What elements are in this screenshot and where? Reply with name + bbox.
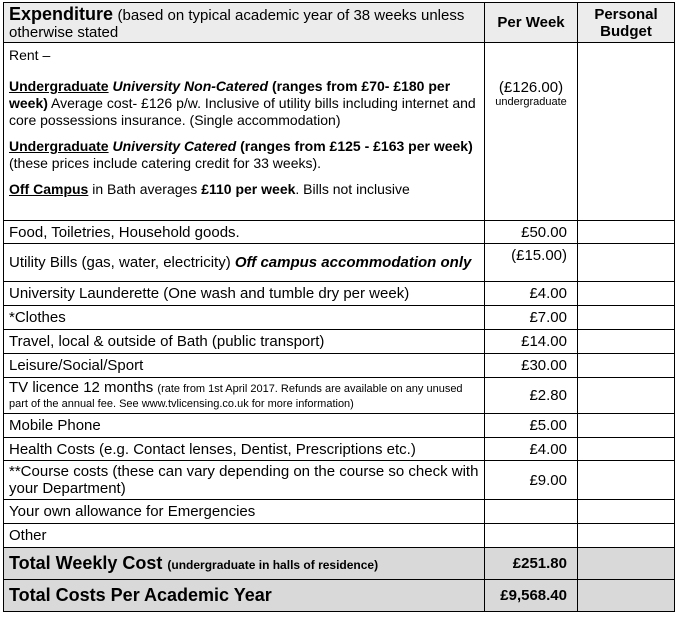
row-amount: £30.00 — [485, 354, 578, 378]
row-personal-budget — [578, 330, 675, 354]
table-row — [4, 244, 675, 282]
column-header-personal-budget: Personal Budget — [578, 3, 675, 43]
row-label: Other — [4, 524, 485, 548]
row-label: **Course costs (these can vary depending on the course so check with your Department) — [4, 461, 485, 500]
rent-personal-budget — [578, 43, 675, 221]
row-amount: £4.00 — [485, 438, 578, 461]
rent-amount-cell — [485, 43, 578, 221]
row-amount: £4.00 — [485, 282, 578, 306]
total-year-row — [4, 580, 675, 612]
offcampus-label: Off Campus — [9, 181, 89, 197]
row-amount: £14.00 — [485, 330, 578, 354]
row-amount: £50.00 — [485, 221, 578, 244]
rent-amount: (£126.00) — [498, 79, 564, 96]
tv-licence-label: TV licence 12 months — [9, 378, 154, 396]
row-label: Health Costs (e.g. Contact lenses, Dentist, Prescriptions etc.) — [4, 438, 485, 461]
table-row — [4, 500, 675, 524]
row-personal-budget — [578, 378, 675, 414]
tv-licence-note: (rate from 1st April 2017. Refunds are available on any unused part of the annual fee. See www.tvlicensing.co.uk for more information) — [9, 382, 463, 410]
row-personal-budget — [578, 500, 675, 524]
table-row — [4, 378, 675, 414]
table-row — [4, 282, 675, 306]
catered-type: University Catered — [112, 138, 237, 154]
total-year-personal-budget — [578, 580, 675, 612]
row-personal-budget — [578, 438, 675, 461]
row-personal-budget — [578, 524, 675, 548]
rent-amount-note: undergraduate — [495, 96, 567, 108]
row-personal-budget — [578, 221, 675, 244]
offcampus-note: . Bills not inclusive — [295, 181, 410, 197]
catered-desc: (these prices include catering credit for 33 weeks). — [9, 155, 322, 171]
noncatered-type: University Non-Catered — [112, 78, 269, 94]
table-row — [4, 461, 675, 500]
table-row — [4, 414, 675, 438]
utility-label-emph: Off campus accommodation only — [234, 254, 472, 271]
utility-label: Utility Bills (gas, water, electricity) — [9, 254, 231, 271]
row-amount — [485, 524, 578, 548]
table-row — [4, 524, 675, 548]
noncatered-range: (ranges from £70- £180 per week) — [9, 78, 451, 111]
total-year-label: Total Costs Per Academic Year — [4, 580, 485, 612]
row-label: *Clothes — [4, 306, 485, 330]
page-title: Expenditure — [9, 4, 114, 24]
total-weekly-amount: £251.80 — [485, 548, 578, 580]
rent-row — [4, 43, 675, 221]
header-title-cell — [4, 3, 485, 43]
table-row — [4, 330, 675, 354]
row-amount: £7.00 — [485, 306, 578, 330]
row-label: Travel, local & outside of Bath (public transport) — [4, 330, 485, 354]
table-row — [4, 221, 675, 244]
row-personal-budget — [578, 414, 675, 438]
row-label — [4, 244, 485, 282]
row-amount: (£15.00) — [485, 244, 578, 282]
total-weekly-personal-budget — [578, 548, 675, 580]
row-label: Your own allowance for Emergencies — [4, 500, 485, 524]
catered-range: (ranges from £125 - £163 per week) — [240, 138, 473, 154]
table-row — [4, 306, 675, 330]
offcampus-amount: £110 per week — [201, 181, 296, 197]
row-personal-budget — [578, 244, 675, 282]
row-personal-budget — [578, 461, 675, 500]
table-row — [4, 438, 675, 461]
noncatered-prefix: Undergraduate — [9, 78, 109, 94]
row-label: Food, Toiletries, Household goods. — [4, 221, 485, 244]
row-amount — [485, 500, 578, 524]
row-amount: £5.00 — [485, 414, 578, 438]
offcampus-mid: in Bath averages — [92, 181, 198, 197]
page-subtitle: (based on typical academic year of 38 weeks unless otherwise stated — [9, 7, 465, 41]
total-weekly-label: Total Weekly Cost — [9, 553, 163, 573]
total-year-amount: £9,568.40 — [485, 580, 578, 612]
table-row — [4, 354, 675, 378]
total-weekly-row — [4, 548, 675, 580]
row-personal-budget — [578, 282, 675, 306]
catered-prefix: Undergraduate — [9, 138, 109, 154]
row-label: University Launderette (One wash and tumble dry per week) — [4, 282, 485, 306]
header-row — [4, 3, 675, 43]
column-header-per-week: Per Week — [485, 3, 578, 43]
rent-description — [4, 43, 485, 221]
row-label — [4, 378, 485, 414]
budget-table — [3, 2, 675, 612]
row-label: Mobile Phone — [4, 414, 485, 438]
total-weekly-label-cell — [4, 548, 485, 580]
rent-heading: Rent – — [9, 47, 51, 63]
row-personal-budget — [578, 306, 675, 330]
row-amount: £2.80 — [485, 378, 578, 414]
row-amount: £9.00 — [485, 461, 578, 500]
row-personal-budget — [578, 354, 675, 378]
total-weekly-note: (undergraduate in halls of residence) — [167, 558, 379, 572]
row-label: Leisure/Social/Sport — [4, 354, 485, 378]
noncatered-desc: Average cost- £126 p/w. Inclusive of utility bills including internet and core possessions insurance. (Single accommodation) — [9, 95, 476, 128]
